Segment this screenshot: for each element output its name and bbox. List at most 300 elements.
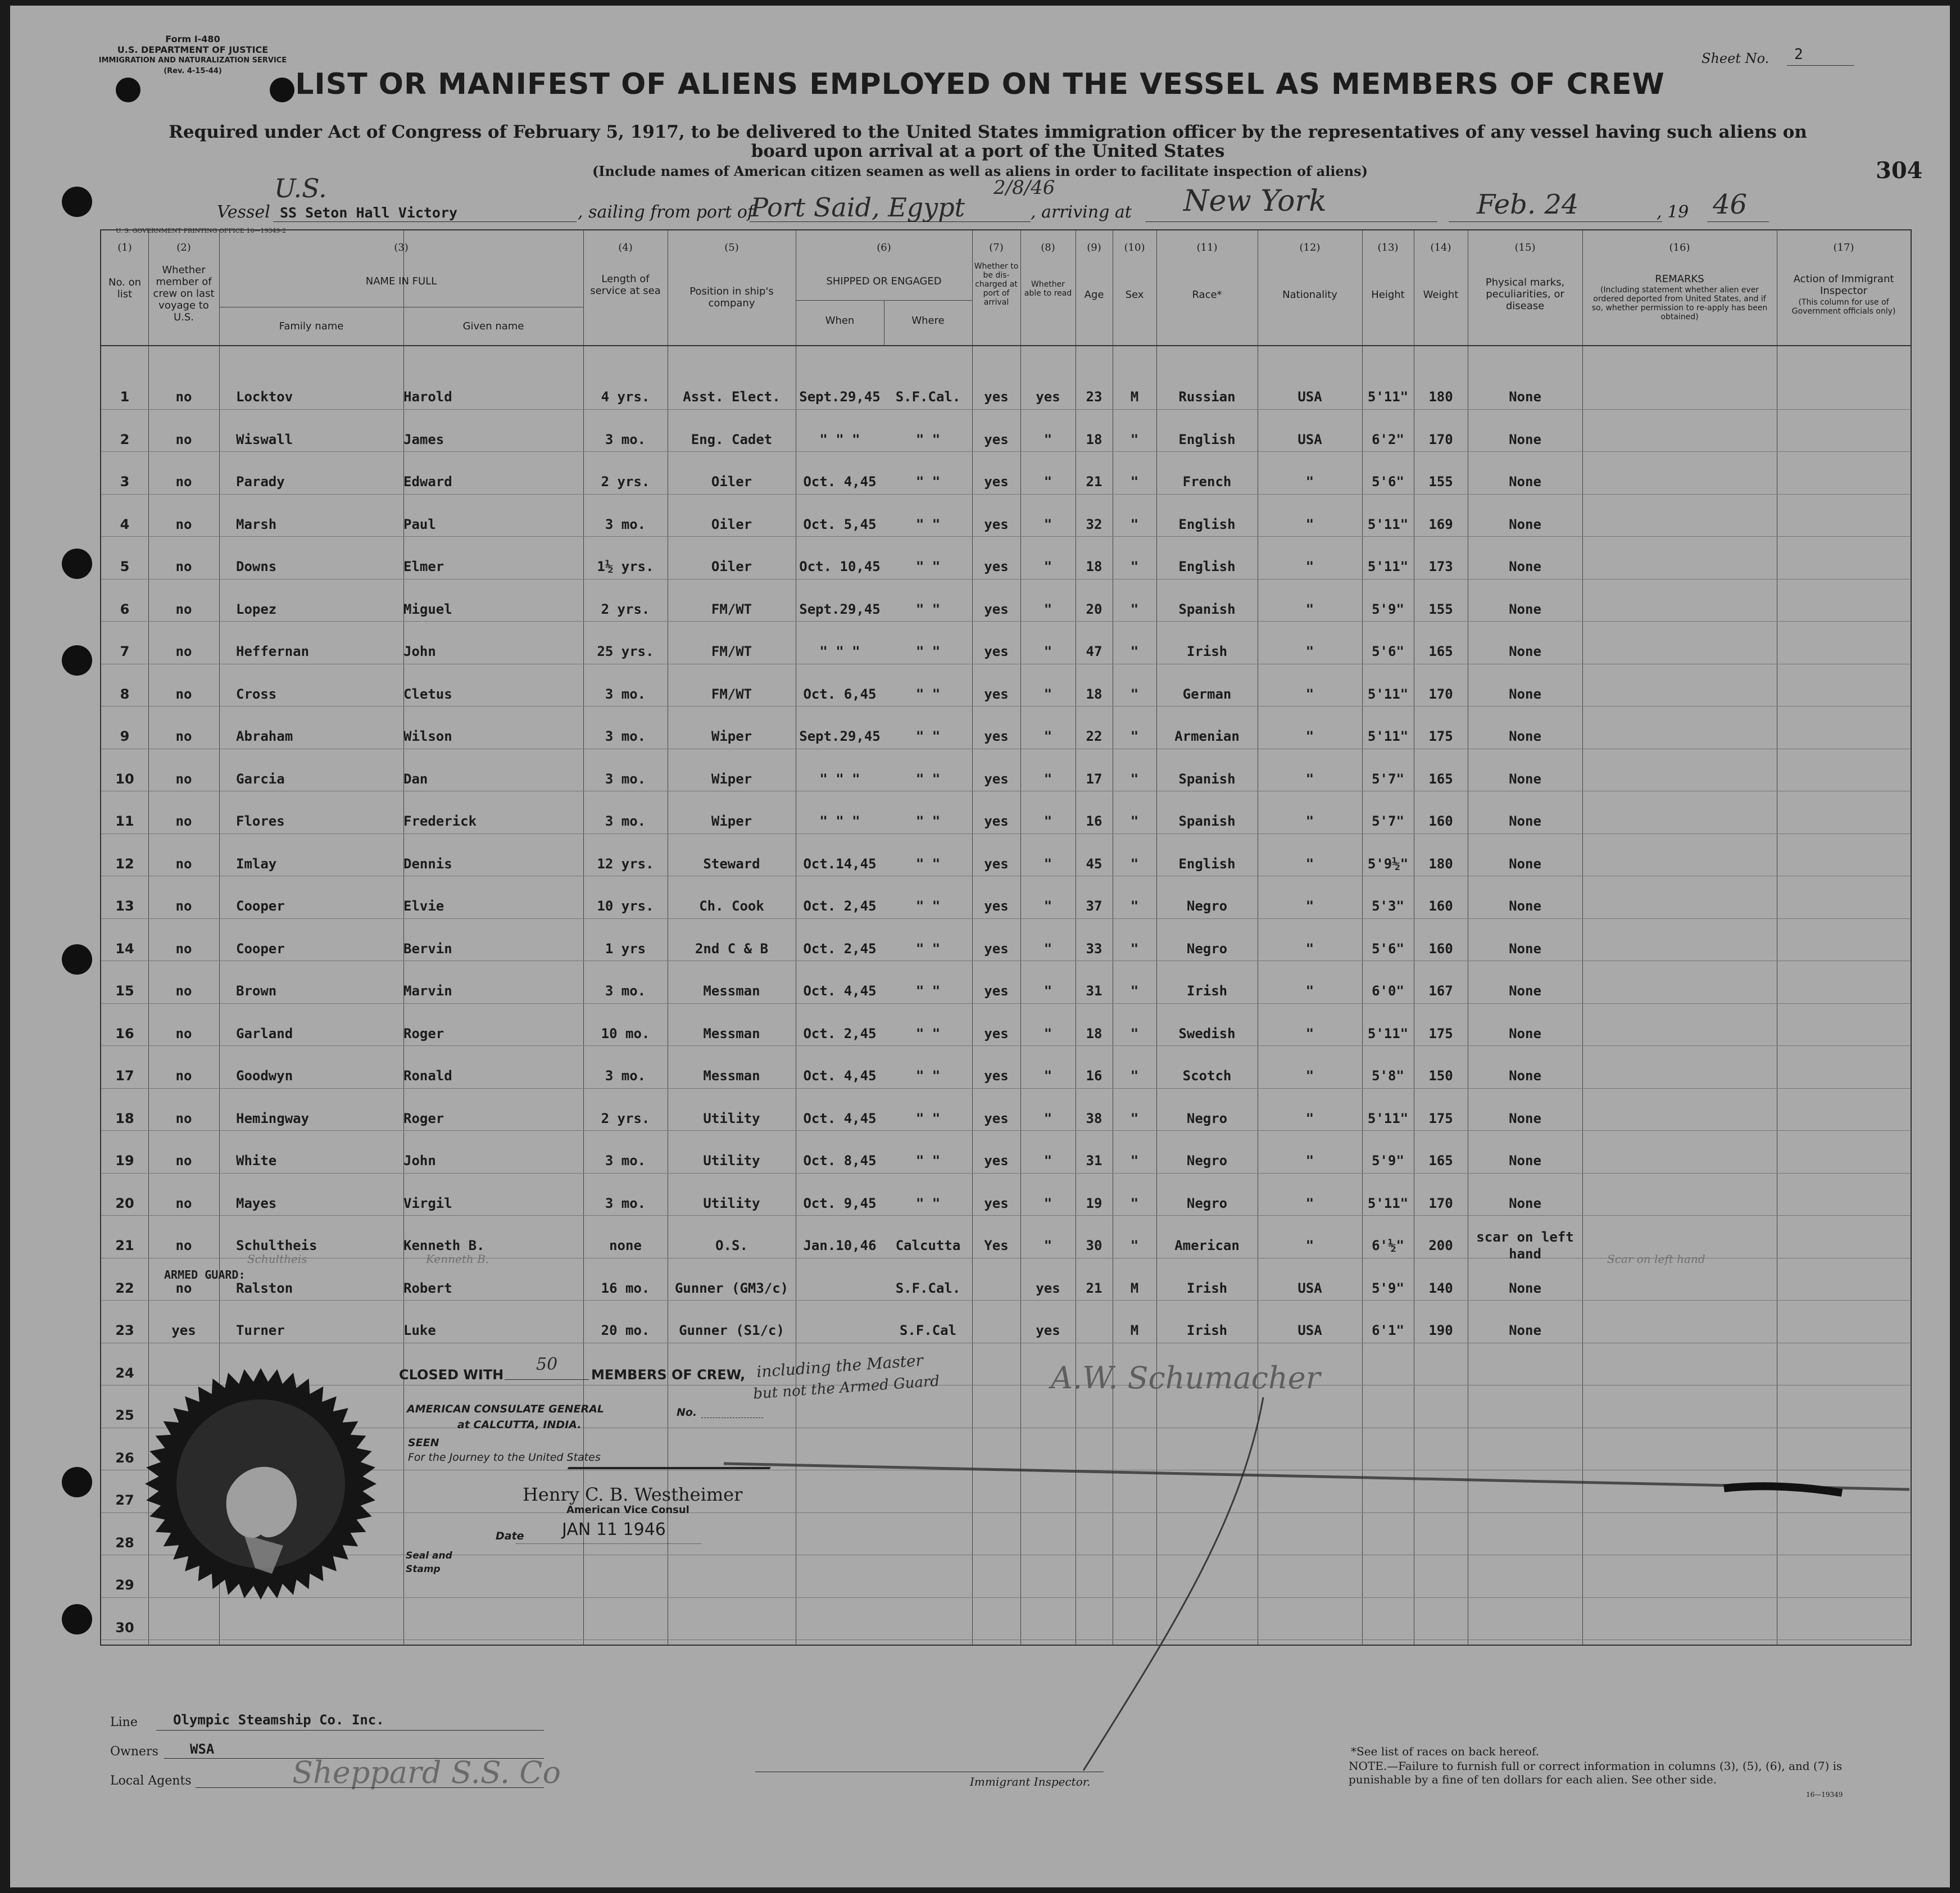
cell-given: Elvie — [403, 898, 444, 914]
row21-remark-handwritten: Scar on left hand — [1607, 1252, 1705, 1266]
cell-disch: yes — [984, 813, 1009, 829]
cell-disch: yes — [984, 728, 1009, 744]
sailing-underline — [750, 221, 1031, 222]
cell-given: Bervin — [403, 940, 452, 957]
cell-pos: Oiler — [711, 516, 752, 532]
cell-pos: Messman — [703, 1068, 760, 1084]
consulate-city: at CALCUTTA, INDIA. — [457, 1419, 582, 1431]
cell-given: Paul — [403, 516, 436, 532]
cell-marks: scar on left hand — [1476, 1229, 1574, 1262]
cell-svc: 1 yrs — [605, 940, 646, 957]
row-number: 10 — [115, 771, 134, 787]
year-suffix: 46 — [1713, 189, 1748, 220]
cell-where: " " — [915, 1195, 941, 1211]
closed-count: 50 — [536, 1355, 558, 1374]
cell-given: Marvin — [403, 983, 452, 999]
cell-where: " " — [915, 940, 941, 957]
cell-sex: " — [1130, 1110, 1139, 1126]
cell-race: Irish — [1186, 644, 1228, 659]
row21-family-handwritten: Schultheis — [247, 1252, 307, 1266]
cell-disch: yes — [984, 940, 1009, 957]
cell-ht: 6'1" — [1372, 1323, 1404, 1338]
date-line — [516, 1543, 701, 1544]
cell-last: no — [175, 644, 192, 659]
cell-pos: Wiper — [711, 813, 752, 829]
cell-sex: " — [1130, 1238, 1139, 1253]
cell-last: no — [175, 898, 192, 914]
cell-race: Spanish — [1178, 813, 1236, 829]
cell-sex: " — [1130, 940, 1139, 957]
cell-nat: " — [1305, 516, 1314, 532]
cell-read: " — [1043, 601, 1052, 617]
cell-given: Frederick — [403, 813, 477, 829]
cell-sex: " — [1130, 855, 1139, 872]
cell-ht: 5'11" — [1367, 559, 1409, 574]
cell-last: no — [175, 1195, 192, 1211]
cell-nat: " — [1305, 771, 1314, 787]
cell-read: " — [1043, 644, 1052, 659]
row21-given-handwritten: Kenneth B. — [426, 1252, 489, 1266]
header-physical-marks: Physical marks, peculiarities, or disease — [1485, 277, 1565, 312]
cell-read: " — [1043, 728, 1052, 744]
cell-sex: " — [1130, 686, 1139, 702]
date-label: Date — [496, 1530, 524, 1542]
cell-age: 31 — [1086, 983, 1102, 999]
cell-ht: 5'9½" — [1367, 855, 1409, 872]
cell-svc: 3 mo. — [605, 516, 646, 532]
cell-family: Parady — [236, 474, 285, 490]
header-weight: Weight — [1423, 289, 1459, 301]
form-number: Form I-480 — [165, 34, 220, 44]
col-number: (2) — [176, 242, 191, 253]
penalty-note: NOTE.—Failure to furnish full or correct information in columns (3), (5), (6), and (7) is punishable by a fine of ten dollars for each alien. See other side. — [1349, 1759, 1843, 1786]
cell-last: no — [175, 1025, 192, 1041]
row-number: 21 — [115, 1238, 134, 1253]
cell-read: " — [1043, 983, 1052, 999]
row-rule — [101, 1088, 1911, 1089]
cell-wt: 155 — [1428, 474, 1453, 490]
members-of-crew-label: MEMBERS OF CREW, — [591, 1367, 746, 1383]
cell-wt: 169 — [1428, 516, 1453, 532]
cell-sex: M — [1130, 389, 1139, 405]
cell-age: 47 — [1086, 644, 1102, 659]
closing-note-guard: but not the Armed Guard — [752, 1373, 940, 1403]
cell-marks: None — [1509, 389, 1541, 405]
cell-wt: 165 — [1428, 771, 1453, 787]
row-rule — [101, 1045, 1911, 1046]
cell-read: " — [1043, 771, 1052, 787]
cell-svc: none — [609, 1238, 642, 1253]
cell-family: Goodwyn — [236, 1068, 293, 1084]
cell-disch: yes — [984, 1195, 1009, 1211]
cell-family: Turner — [236, 1323, 285, 1338]
cell-where: " " — [915, 601, 941, 617]
cell-age: 33 — [1086, 940, 1102, 957]
cell-when: Oct. 4,45 — [803, 1068, 877, 1084]
inspector-label: Immigrant Inspector. — [970, 1775, 1091, 1788]
consul-signature-scribble — [568, 1433, 791, 1469]
cell-where: " " — [915, 1110, 941, 1126]
cell-when: Jan.10,46 — [803, 1238, 877, 1253]
cell-where: " " — [915, 516, 941, 532]
cell-given: Elmer — [403, 559, 444, 574]
cell-pos: Oiler — [711, 559, 752, 574]
cell-marks: None — [1509, 686, 1541, 702]
cell-ht: 5'9" — [1372, 1153, 1404, 1169]
vessel-underline — [273, 221, 577, 222]
vessel-name: SS Seton Hall Victory — [280, 205, 458, 221]
cell-marks: None — [1509, 516, 1541, 532]
header-remarks-note: (Including statement whether alien ever ordered deported from United States, and if so, whether permission to re-apply has been obtained) — [1591, 286, 1768, 321]
cell-given: Miguel — [403, 601, 452, 617]
cell-wt: 150 — [1428, 1068, 1453, 1084]
cell-sex: " — [1130, 1068, 1139, 1084]
cell-pos: Messman — [703, 1025, 760, 1041]
cell-read: " — [1043, 1110, 1052, 1126]
cell-when: Oct. 5,45 — [803, 516, 877, 532]
cell-ht: 5'3" — [1372, 898, 1404, 914]
row-number: 15 — [115, 983, 134, 999]
cell-race: Negro — [1186, 1153, 1228, 1169]
cell-given: John — [403, 1153, 436, 1169]
header-position: Position in ship's company — [689, 286, 774, 309]
cell-sex: " — [1130, 474, 1139, 490]
cell-ht: 6'2" — [1372, 431, 1404, 447]
row-number: 6 — [120, 601, 130, 617]
sheet-no-label: Sheet No. — [1702, 51, 1770, 66]
cell-sex: " — [1130, 644, 1139, 659]
cell-age: 16 — [1086, 1068, 1102, 1084]
cell-sex: M — [1130, 1323, 1139, 1338]
journey-label: For the Journey to the United States — [408, 1451, 601, 1464]
header-action-note: (This column for use of Government officials only) — [1791, 298, 1896, 316]
col-number: (10) — [1124, 242, 1145, 253]
cell-when: Oct. 6,45 — [803, 686, 877, 702]
cell-pos: Utility — [703, 1153, 760, 1169]
cell-age: 38 — [1086, 1110, 1102, 1126]
department: U.S. DEPARTMENT OF JUSTICE — [117, 44, 269, 55]
cell-given: Wilson — [403, 728, 452, 744]
row-rule — [101, 1130, 1911, 1131]
cell-given: Cletus — [403, 686, 452, 702]
cell-disch: yes — [984, 1153, 1009, 1169]
cell-disch: yes — [984, 1068, 1009, 1084]
cell-wt: 175 — [1428, 1025, 1453, 1041]
printer-code: 16—19349 — [1806, 1791, 1843, 1799]
row-number: 7 — [120, 644, 130, 659]
cell-wt: 140 — [1428, 1280, 1453, 1296]
cell-last: no — [175, 601, 192, 617]
cell-when: Sept.29,45 — [799, 728, 881, 744]
cell-disch: yes — [984, 559, 1009, 574]
cell-last: no — [175, 855, 192, 872]
cell-ht: 6'0" — [1372, 983, 1404, 999]
cell-wt: 160 — [1428, 940, 1453, 957]
row-number: 24 — [115, 1365, 134, 1381]
cell-disch: yes — [984, 601, 1009, 617]
cell-race: German — [1182, 686, 1232, 702]
cell-disch: yes — [984, 389, 1009, 405]
row-rule — [101, 451, 1911, 452]
cell-sex: " — [1130, 559, 1139, 574]
cell-marks: None — [1509, 1068, 1541, 1084]
row-number: 28 — [115, 1534, 134, 1551]
cell-age: 30 — [1086, 1238, 1102, 1253]
cell-svc: 12 yrs. — [597, 855, 654, 872]
col-number: (17) — [1833, 242, 1854, 253]
cell-svc: 4 yrs. — [601, 389, 650, 405]
cell-pos: O.S. — [715, 1238, 748, 1253]
cell-ht: 5'11" — [1367, 516, 1409, 532]
cell-marks: None — [1509, 431, 1541, 447]
stamp-label: Stamp — [406, 1564, 441, 1575]
cell-nat: " — [1305, 686, 1314, 702]
cell-age: 21 — [1086, 1280, 1102, 1296]
cell-svc: 10 mo. — [601, 1025, 650, 1041]
cell-read: " — [1043, 1153, 1052, 1169]
header-height: Height — [1371, 289, 1405, 301]
row-number: 2 — [120, 431, 130, 447]
cell-read: " — [1043, 940, 1052, 957]
cell-svc: 25 yrs. — [597, 644, 654, 659]
row-number: 5 — [120, 559, 130, 574]
cell-pos: Asst. Elect. — [683, 389, 781, 405]
cell-last: yes — [171, 1323, 196, 1338]
cell-where: " " — [915, 1068, 941, 1084]
cell-where: S.F.Cal. — [895, 389, 961, 405]
header-nationality: Nationality — [1282, 289, 1337, 301]
cell-ht: 5'6" — [1372, 474, 1404, 490]
cell-last: no — [175, 516, 192, 532]
row-number: 25 — [115, 1407, 134, 1423]
cell-family: Heffernan — [236, 644, 310, 659]
cell-wt: 165 — [1428, 1153, 1453, 1169]
row-rule — [101, 409, 1911, 410]
cell-given: Harold — [403, 389, 452, 405]
cell-family: Mayes — [236, 1195, 277, 1211]
cell-svc: 10 yrs. — [597, 898, 654, 914]
cell-nat: " — [1305, 1068, 1314, 1084]
consulate-no-label: No. — [677, 1406, 697, 1419]
consul-name: Henry C. B. Westheimer — [523, 1484, 743, 1505]
cell-marks: None — [1509, 601, 1541, 617]
cell-pos: Gunner (GM3/c) — [674, 1280, 789, 1296]
cell-last: no — [175, 1110, 192, 1126]
cell-svc: 20 mo. — [601, 1323, 650, 1338]
cell-wt: 170 — [1428, 431, 1453, 447]
cell-ht: 5'11" — [1367, 1195, 1409, 1211]
page-subnote: (Include names of American citizen seamen as well as aliens in order to facilitate inspection of aliens) — [592, 163, 1368, 179]
cell-when: Oct. 8,45 — [803, 1153, 877, 1169]
cell-family: Abraham — [236, 728, 293, 744]
cell-race: French — [1182, 474, 1232, 490]
sailing-port: Port Said, Egypt — [751, 192, 965, 223]
line-value: Olympic Steamship Co. Inc. — [173, 1712, 384, 1728]
col-number: (13) — [1377, 242, 1399, 253]
consulate-name: AMERICAN CONSULATE GENERAL — [407, 1403, 605, 1415]
row-number: 19 — [115, 1153, 134, 1169]
cell-wt: 160 — [1428, 813, 1453, 829]
cell-race: American — [1174, 1238, 1240, 1253]
cell-when: " " " — [819, 813, 860, 829]
col-number: (9) — [1087, 242, 1101, 253]
cell-where: S.F.Cal — [899, 1323, 957, 1338]
cell-svc: 2 yrs. — [601, 1110, 650, 1126]
cell-race: Irish — [1186, 1280, 1228, 1296]
cell-marks: None — [1509, 1280, 1541, 1296]
cell-family: Cooper — [236, 898, 285, 914]
cell-last: no — [175, 728, 192, 744]
cell-ht: 5'11" — [1367, 686, 1409, 702]
cell-read: " — [1043, 1068, 1052, 1084]
cell-disch: yes — [984, 686, 1009, 702]
row-number: 14 — [115, 940, 134, 957]
cell-given: Roger — [403, 1110, 444, 1126]
vessel-prefix-handwritten: U.S. — [274, 173, 327, 203]
cell-marks: None — [1509, 1153, 1541, 1169]
cell-sex: " — [1130, 1025, 1139, 1041]
cell-wt: 180 — [1428, 389, 1453, 405]
cell-ht: 5'7" — [1372, 771, 1404, 787]
cell-sex: " — [1130, 601, 1139, 617]
cell-age: 18 — [1086, 686, 1102, 702]
cell-family: Garcia — [236, 771, 285, 787]
cell-read: " — [1043, 1238, 1052, 1253]
binder-hole — [62, 645, 92, 676]
sheet-no-value: 2 — [1794, 46, 1803, 63]
vessel-label: Vessel — [217, 202, 270, 222]
row-rule — [101, 1300, 1911, 1301]
cell-pos: Steward — [703, 855, 760, 872]
cell-svc: 1½ yrs. — [597, 559, 654, 574]
cell-nat: USA — [1297, 1280, 1322, 1296]
cell-ht: 5'8" — [1372, 1068, 1404, 1084]
cell-race: Irish — [1186, 1323, 1228, 1338]
line-underline — [156, 1730, 544, 1731]
cell-last: no — [175, 559, 192, 574]
row-number: 26 — [115, 1450, 134, 1466]
header-family-name: Family name — [279, 320, 344, 332]
binder-hole — [62, 1604, 92, 1634]
cell-ht: 5'6" — [1372, 644, 1404, 659]
col-number: (8) — [1041, 242, 1055, 253]
cell-read: " — [1043, 1025, 1052, 1041]
cell-when: Oct.14,45 — [803, 855, 877, 872]
cell-sex: M — [1130, 1280, 1139, 1296]
arriving-port: New York — [1183, 184, 1327, 218]
cell-when: Oct. 2,45 — [803, 1025, 877, 1041]
cell-race: Russian — [1178, 389, 1236, 405]
row-rule — [101, 494, 1911, 495]
cell-wt: 173 — [1428, 559, 1453, 574]
header-sex: Sex — [1125, 289, 1144, 301]
cell-where: " " — [915, 983, 941, 999]
cell-svc: 3 mo. — [605, 431, 646, 447]
cell-when: Sept.29,45 — [799, 601, 881, 617]
cell-family: Marsh — [236, 516, 277, 532]
cell-family: Wiswall — [236, 431, 293, 447]
cell-age: 32 — [1086, 516, 1102, 532]
cell-when: " " " — [819, 431, 860, 447]
cell-when: " " " — [819, 771, 860, 787]
cell-read: yes — [1036, 1280, 1060, 1296]
cell-race: Swedish — [1178, 1025, 1236, 1041]
cell-wt: 190 — [1428, 1323, 1453, 1338]
header-shipped-engaged: SHIPPED OR ENGAGED — [826, 275, 942, 287]
cell-disch: yes — [984, 855, 1009, 872]
header-given-name: Given name — [462, 320, 524, 332]
cell-svc: 3 mo. — [605, 1153, 646, 1169]
row-number: 1 — [120, 389, 130, 405]
cell-family: Brown — [236, 983, 277, 999]
row-rule — [101, 1003, 1911, 1004]
row-number: 17 — [115, 1068, 134, 1084]
cell-pos: FM/WT — [711, 686, 752, 702]
cell-race: Spanish — [1178, 771, 1236, 787]
cell-last: no — [175, 940, 192, 957]
row-number: 23 — [115, 1323, 134, 1338]
cell-wt: 167 — [1428, 983, 1453, 999]
cell-disch: Yes — [984, 1238, 1009, 1253]
local-agents-value: Sheppard S.S. Co — [292, 1755, 561, 1790]
row-number: 3 — [120, 474, 130, 490]
cell-svc: 2 yrs. — [601, 601, 650, 617]
cell-where: " " — [915, 686, 941, 702]
cell-read: " — [1043, 813, 1052, 829]
closing-note-master: including the Master — [756, 1351, 924, 1382]
row-number: 29 — [115, 1577, 134, 1593]
col-number: (11) — [1196, 242, 1218, 253]
cell-disch: yes — [984, 771, 1009, 787]
consul-title: American Vice Consul — [566, 1504, 689, 1516]
cell-race: Armenian — [1174, 728, 1240, 744]
cell-wt: 155 — [1428, 601, 1453, 617]
cell-when: Oct. 2,45 — [803, 898, 877, 914]
arriving-underline — [1145, 221, 1437, 222]
cell-age: 31 — [1086, 1153, 1102, 1169]
master-signature: A.W. Schumacher — [1051, 1360, 1321, 1396]
cell-nat: USA — [1297, 1323, 1322, 1338]
cell-ht: 5'11" — [1367, 1110, 1409, 1126]
cell-marks: None — [1509, 559, 1541, 574]
cell-last: no — [175, 983, 192, 999]
row-number: 20 — [115, 1195, 134, 1211]
cell-given: Roger — [403, 1025, 444, 1041]
header-discharged: Whether to be dis-charged at port of arrival — [974, 262, 1019, 307]
cell-nat: USA — [1297, 431, 1322, 447]
cell-given: Dennis — [403, 855, 452, 872]
cell-sex: " — [1130, 898, 1139, 914]
cell-when: Oct. 4,45 — [803, 983, 877, 999]
cell-read: " — [1043, 431, 1052, 447]
cell-read: " — [1043, 1195, 1052, 1211]
cell-race: Irish — [1186, 983, 1228, 999]
col-number: (1) — [117, 242, 132, 253]
cell-nat: " — [1305, 601, 1314, 617]
row-number: 22 — [115, 1280, 134, 1296]
cell-family: White — [236, 1153, 277, 1169]
cell-last: no — [175, 1238, 192, 1253]
col-number: (16) — [1669, 242, 1690, 253]
manifest-sheet — [10, 6, 1950, 1887]
cell-last: no — [175, 389, 192, 405]
cell-nat: " — [1305, 1025, 1314, 1041]
cell-marks: None — [1509, 898, 1541, 914]
cell-sex: " — [1130, 516, 1139, 532]
cell-ht: 5'7" — [1372, 813, 1404, 829]
cell-wt: 175 — [1428, 1110, 1453, 1126]
cell-svc: 3 mo. — [605, 1195, 646, 1211]
